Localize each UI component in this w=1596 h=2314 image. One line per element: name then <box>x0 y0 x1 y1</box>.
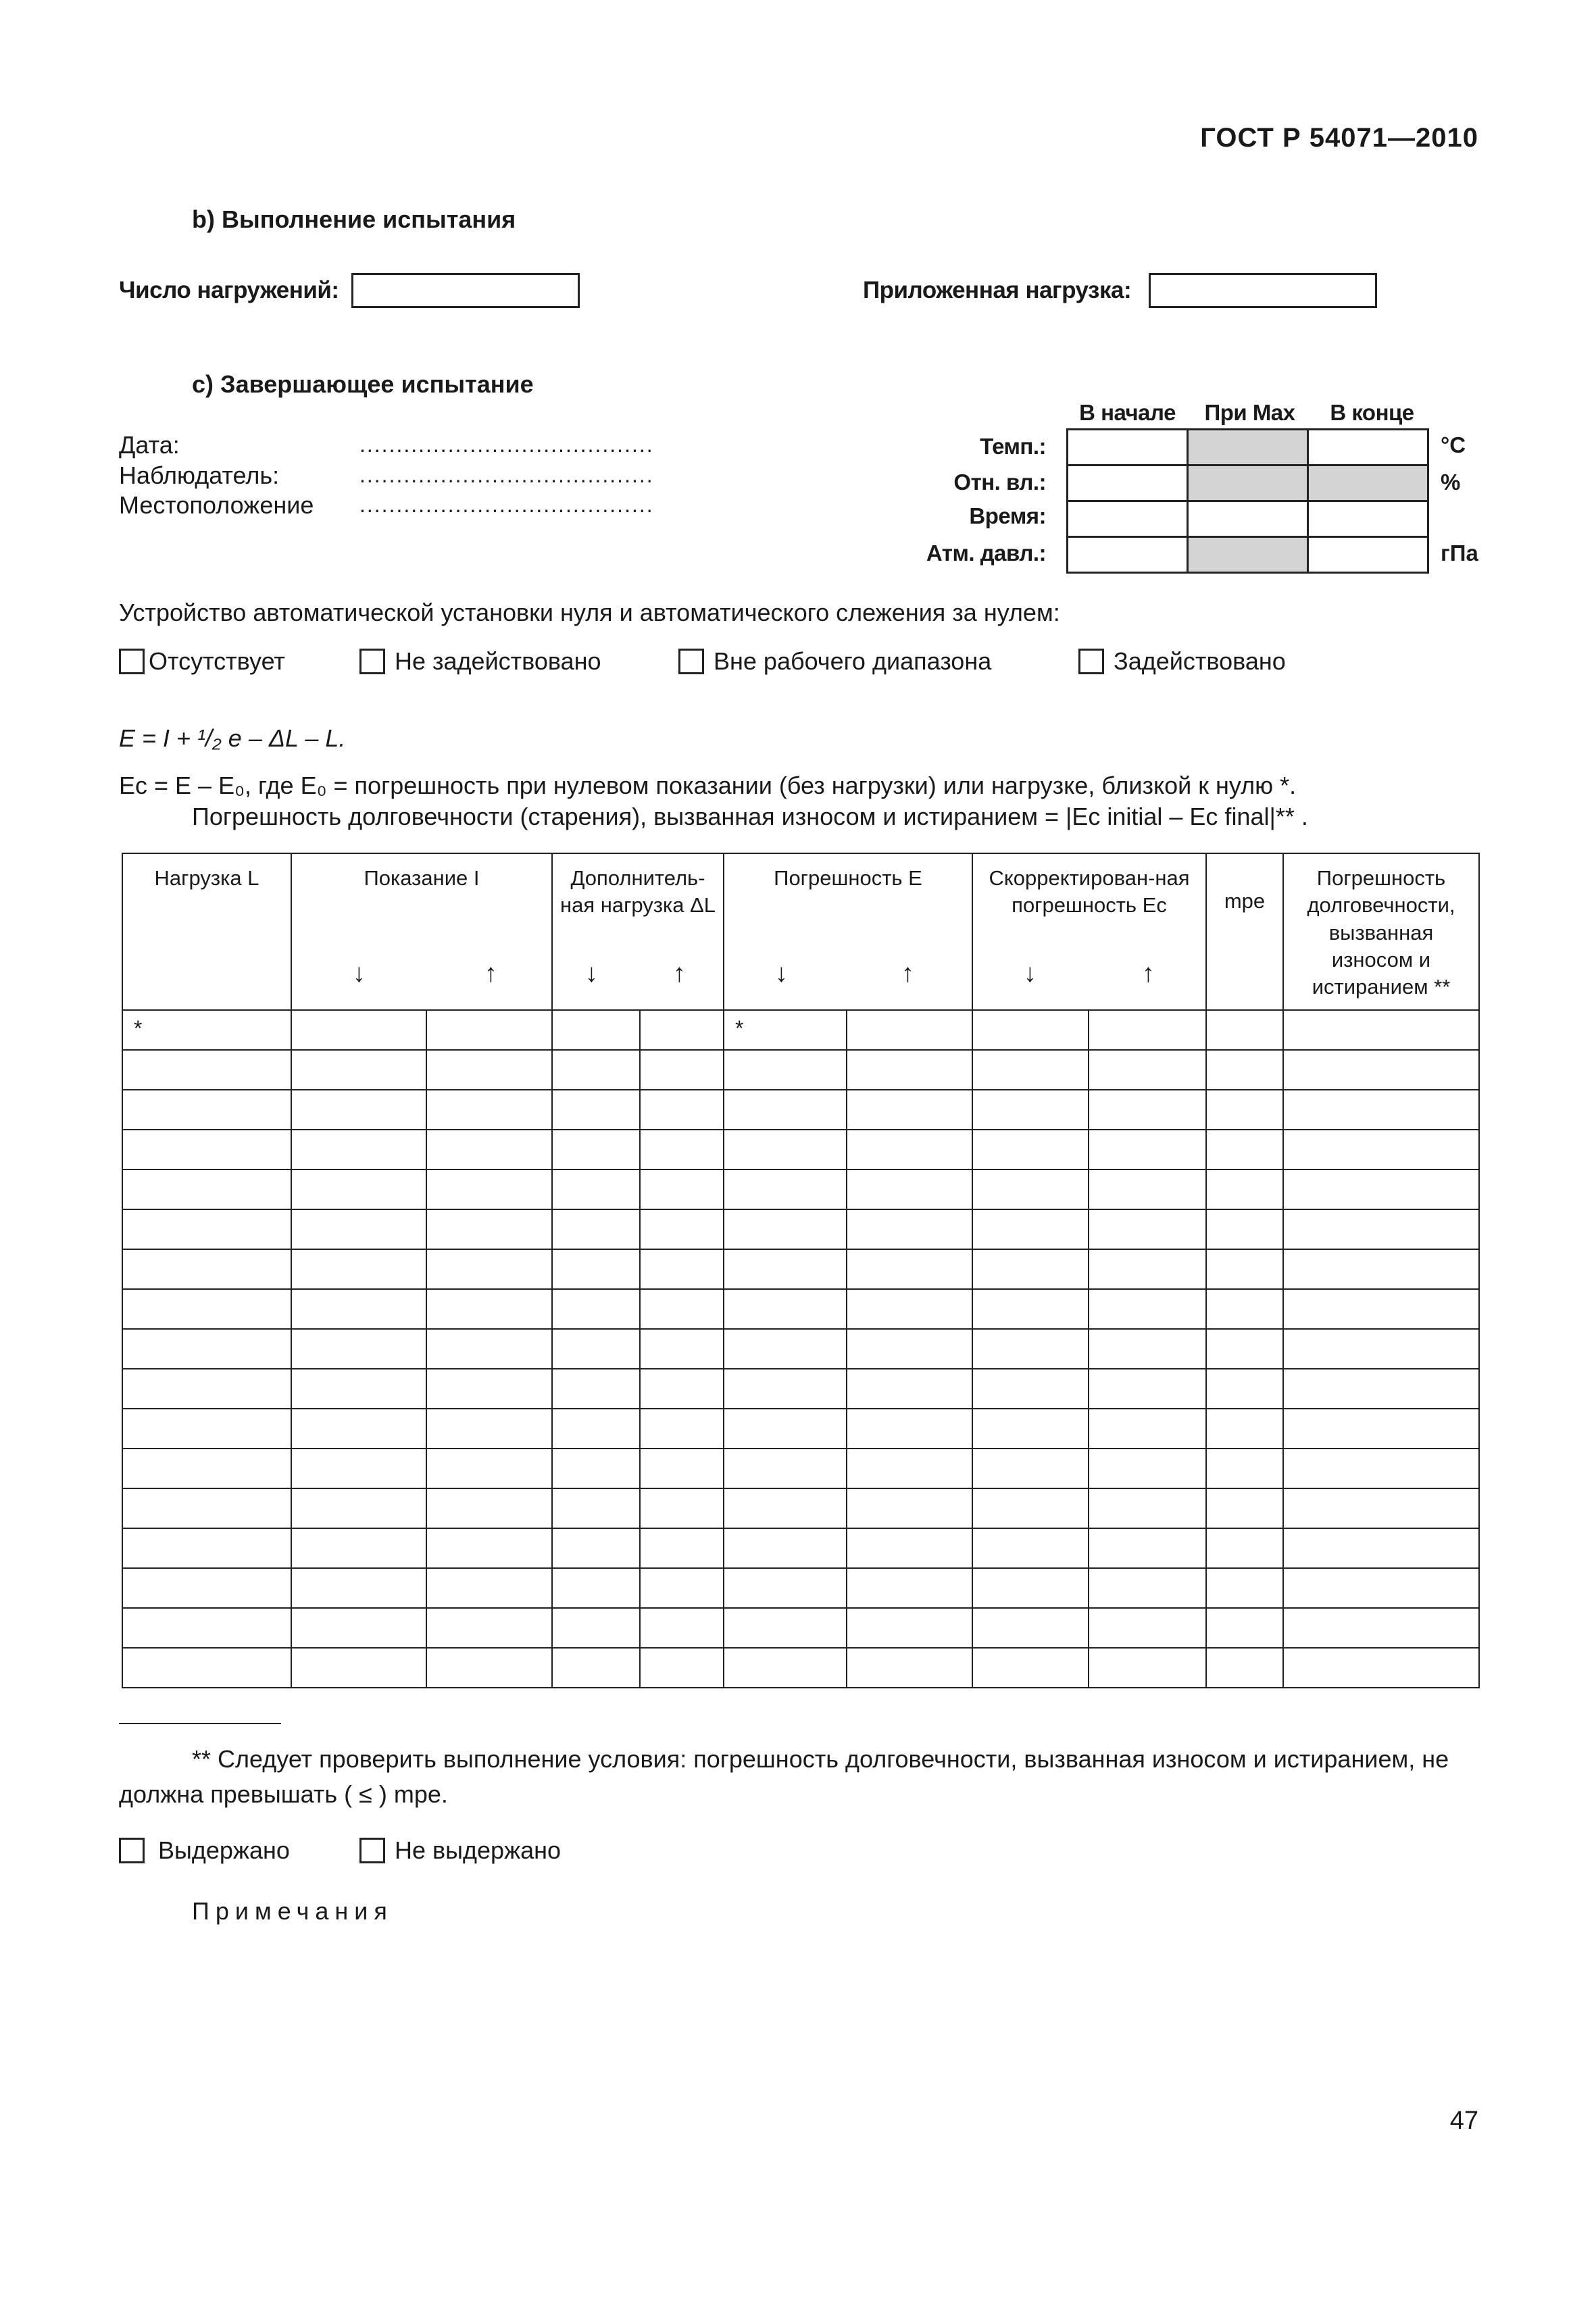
checkbox[interactable] <box>119 649 145 674</box>
table-row <box>122 1090 1479 1130</box>
table-cell[interactable] <box>1283 1249 1479 1289</box>
table-cell[interactable] <box>426 1648 552 1688</box>
table-row <box>122 1329 1479 1369</box>
table-cell[interactable] <box>1206 1169 1283 1209</box>
table-cell[interactable] <box>426 1289 552 1329</box>
table-row <box>122 1130 1479 1169</box>
table-cell[interactable] <box>1206 1209 1283 1249</box>
table-cell[interactable] <box>1206 1130 1283 1169</box>
table-cell[interactable] <box>724 1409 847 1449</box>
table-row <box>122 1050 1479 1090</box>
table-cell[interactable] <box>847 1289 972 1329</box>
table-cell[interactable] <box>724 1090 847 1130</box>
table-cell[interactable] <box>1089 1130 1206 1169</box>
table-cell[interactable] <box>972 1488 1089 1528</box>
table-cell[interactable] <box>552 1289 640 1329</box>
header-mpe <box>1206 853 1283 1010</box>
table-cell[interactable] <box>122 1488 291 1528</box>
table-cell[interactable] <box>552 1090 640 1130</box>
table-cell[interactable] <box>426 1568 552 1608</box>
table-cell[interactable] <box>972 1449 1089 1488</box>
env-unit-temp: °C <box>1441 432 1466 457</box>
table-row <box>122 1568 1479 1608</box>
table-cell[interactable] <box>122 1130 291 1169</box>
table-cell[interactable] <box>291 1169 426 1209</box>
checkbox[interactable] <box>359 649 385 674</box>
header-additional-load <box>552 853 724 1010</box>
arrow-down-icon: ↓ <box>775 959 788 988</box>
table-cell[interactable] <box>640 1130 724 1169</box>
header-durability-text: Погрешность долговечности, вызванная износом и истиранием ** <box>1307 866 1455 999</box>
table-cell[interactable] <box>640 1409 724 1449</box>
env-cell-shaded <box>1188 466 1308 501</box>
table-cell[interactable] <box>291 1209 426 1249</box>
table-cell[interactable] <box>640 1050 724 1090</box>
table-cell[interactable] <box>291 1010 426 1050</box>
table-cell[interactable] <box>1089 1568 1206 1608</box>
table-cell[interactable] <box>847 1608 972 1648</box>
table-cell[interactable] <box>847 1329 972 1369</box>
table-cell[interactable] <box>291 1648 426 1688</box>
env-cell[interactable] <box>1068 430 1188 466</box>
table-cell[interactable] <box>291 1289 426 1329</box>
table-cell[interactable] <box>1206 1010 1283 1050</box>
table-cell[interactable] <box>972 1090 1089 1130</box>
table-row <box>122 1608 1479 1648</box>
table-cell[interactable] <box>426 1209 552 1249</box>
table-cell[interactable] <box>1206 1289 1283 1329</box>
table-cell[interactable] <box>291 1528 426 1568</box>
table-cell[interactable] <box>1283 1488 1479 1528</box>
table-cell[interactable] <box>1089 1090 1206 1130</box>
arrow-down-icon: ↓ <box>585 959 598 988</box>
table-cell[interactable] <box>426 1050 552 1090</box>
table-cell[interactable] <box>1089 1329 1206 1369</box>
table-cell[interactable] <box>122 1409 291 1449</box>
table-cell[interactable] <box>426 1010 552 1050</box>
header-corrected-text: Скорректирован-ная погрешность Eс <box>989 866 1190 917</box>
section-c-title: c) Завершающее испытание <box>192 370 534 398</box>
formula-error: E = I + ¹/₂ e – ΔL – L. <box>119 724 346 752</box>
env-cell[interactable] <box>1068 537 1188 573</box>
table-cell[interactable] <box>1089 1050 1206 1090</box>
standard-designation: ГОСТ Р 54071—2010 <box>1200 123 1478 153</box>
env-cell[interactable] <box>1068 501 1188 537</box>
table-cell[interactable] <box>972 1568 1089 1608</box>
table-cell[interactable] <box>1206 1090 1283 1130</box>
arrow-up-icon: ↑ <box>484 959 497 988</box>
table-cell[interactable] <box>291 1488 426 1528</box>
header-error <box>724 853 972 1010</box>
location-label: Местоположение <box>119 491 314 519</box>
table-cell[interactable] <box>1283 1369 1479 1409</box>
checkbox[interactable] <box>1078 649 1104 674</box>
table-cell[interactable] <box>552 1130 640 1169</box>
env-unit-humidity: % <box>1441 470 1461 495</box>
table-cell[interactable] <box>122 1648 291 1688</box>
table-cell[interactable] <box>1206 1369 1283 1409</box>
table-cell[interactable] <box>1283 1568 1479 1608</box>
result-label: Не выдержано <box>395 1836 562 1864</box>
table-cell[interactable] <box>640 1090 724 1130</box>
table-cell[interactable] <box>426 1488 552 1528</box>
table-cell[interactable] <box>122 1209 291 1249</box>
option-label: Вне рабочего диапазона <box>714 647 992 675</box>
table-cell[interactable] <box>291 1449 426 1488</box>
table-cell[interactable] <box>291 1050 426 1090</box>
arrow-down-icon: ↓ <box>353 959 366 988</box>
table-cell[interactable] <box>1283 1608 1479 1648</box>
table-cell[interactable] <box>972 1289 1089 1329</box>
table-cell[interactable] <box>1089 1010 1206 1050</box>
table-cell[interactable] <box>1206 1608 1283 1648</box>
table-cell[interactable] <box>847 1090 972 1130</box>
header-additional-text: Дополнитель-ная нагрузка ΔL <box>559 866 716 917</box>
header-indication-text: Показание I <box>364 866 480 890</box>
table-row <box>122 1488 1479 1528</box>
table-cell[interactable] <box>640 1568 724 1608</box>
table-cell[interactable] <box>1283 1449 1479 1488</box>
results-table <box>122 853 1480 1688</box>
table-cell[interactable] <box>972 1249 1089 1289</box>
table-cell[interactable] <box>724 1488 847 1528</box>
table-cell[interactable] <box>552 1648 640 1688</box>
table-row <box>122 1249 1479 1289</box>
header-load-text: Нагрузка L <box>154 866 259 890</box>
table-cell[interactable] <box>122 1289 291 1329</box>
table-cell[interactable] <box>1089 1169 1206 1209</box>
table-cell[interactable] <box>1283 1130 1479 1169</box>
table-cell[interactable] <box>640 1449 724 1488</box>
env-cell[interactable] <box>1308 537 1428 573</box>
table-cell[interactable] <box>552 1249 640 1289</box>
table-cell[interactable] <box>972 1010 1089 1050</box>
option-label: Отсутствует <box>149 647 285 675</box>
table-cell[interactable] <box>972 1329 1089 1369</box>
table-cell[interactable] <box>122 1608 291 1648</box>
result-passed[interactable] <box>119 1836 290 1865</box>
table-cell[interactable] <box>724 1209 847 1249</box>
arrow-up-icon: ↑ <box>901 959 914 988</box>
table-row <box>122 1409 1479 1449</box>
table-cell[interactable] <box>847 1050 972 1090</box>
table-cell[interactable] <box>291 1329 426 1369</box>
table-cell[interactable] <box>552 1169 640 1209</box>
table-cell[interactable] <box>640 1528 724 1568</box>
table-cell[interactable] <box>552 1050 640 1090</box>
table-cell[interactable] <box>291 1090 426 1130</box>
env-col-start: В начале <box>1079 400 1176 425</box>
table-cell[interactable] <box>1089 1488 1206 1528</box>
table-cell[interactable] <box>724 1608 847 1648</box>
table-cell[interactable] <box>426 1449 552 1488</box>
table-cell[interactable] <box>122 1528 291 1568</box>
table-cell[interactable] <box>1089 1369 1206 1409</box>
table-cell[interactable] <box>640 1209 724 1249</box>
table-row <box>122 1289 1479 1329</box>
footnote: ** Следует проверить выполнение условия: погрешность долговечности, вызванная износом и истиранием, не должна превышать ( ≤ ) mpe. <box>119 1745 1449 1809</box>
table-cell[interactable] <box>1283 1050 1479 1090</box>
table-cell[interactable] <box>291 1568 426 1608</box>
table-cell[interactable] <box>1206 1329 1283 1369</box>
table-cell[interactable] <box>972 1209 1089 1249</box>
env-row-pressure: Атм. давл.: <box>926 540 1046 565</box>
env-cell-shaded <box>1188 430 1308 466</box>
table-cell[interactable] <box>291 1249 426 1289</box>
option-not-engaged[interactable] <box>359 647 601 676</box>
header-mpe-text: mpe <box>1224 889 1266 913</box>
table-cell[interactable] <box>122 1090 291 1130</box>
checkbox[interactable] <box>359 1838 385 1863</box>
table-cell[interactable] <box>724 1329 847 1369</box>
table-cell[interactable] <box>552 1209 640 1249</box>
header-durability-error <box>1283 853 1479 1010</box>
table-cell[interactable] <box>972 1169 1089 1209</box>
table-cell[interactable] <box>640 1608 724 1648</box>
table-cell[interactable] <box>847 1249 972 1289</box>
table-cell[interactable] <box>1089 1249 1206 1289</box>
table-cell[interactable] <box>122 1249 291 1289</box>
table-cell[interactable] <box>724 1648 847 1688</box>
table-cell[interactable] <box>724 1528 847 1568</box>
env-unit-pressure: гПа <box>1441 540 1478 565</box>
result-label: Выдержано <box>158 1836 290 1864</box>
env-cell-shaded <box>1308 466 1428 501</box>
observer-label: Наблюдатель: <box>119 461 280 489</box>
table-cell[interactable] <box>1206 1568 1283 1608</box>
table-cell[interactable] <box>552 1608 640 1648</box>
table-cell[interactable] <box>552 1449 640 1488</box>
table-cell[interactable] <box>847 1169 972 1209</box>
table-cell[interactable] <box>972 1608 1089 1648</box>
checkbox[interactable] <box>119 1838 145 1863</box>
table-cell[interactable] <box>426 1528 552 1568</box>
env-cell-shaded <box>1188 537 1308 573</box>
table-cell[interactable] <box>724 1449 847 1488</box>
option-label: Не задействовано <box>395 647 601 675</box>
table-cell[interactable] <box>972 1050 1089 1090</box>
table-row <box>122 1209 1479 1249</box>
table-cell[interactable] <box>426 1130 552 1169</box>
table-cell[interactable] <box>1283 1648 1479 1688</box>
env-row-temp: Темп.: <box>980 434 1046 459</box>
table-cell[interactable] <box>122 1568 291 1608</box>
table-cell[interactable] <box>847 1488 972 1528</box>
table-cell[interactable] <box>640 1329 724 1369</box>
table-cell[interactable] <box>1206 1249 1283 1289</box>
table-cell[interactable] <box>122 1369 291 1409</box>
option-out-of-range[interactable] <box>678 647 991 676</box>
table-cell[interactable] <box>1283 1409 1479 1449</box>
env-cell[interactable] <box>1308 430 1428 466</box>
table-cell[interactable] <box>847 1130 972 1169</box>
table-cell[interactable] <box>640 1010 724 1050</box>
table-cell[interactable] <box>1206 1648 1283 1688</box>
location-field[interactable]: ........................................ <box>359 493 654 517</box>
table-cell[interactable] <box>724 1050 847 1090</box>
load-count-input[interactable] <box>351 273 580 308</box>
date-label: Дата: <box>119 431 180 459</box>
table-cell[interactable] <box>724 1169 847 1209</box>
table-cell[interactable] <box>426 1090 552 1130</box>
header-corrected-error <box>972 853 1206 1010</box>
table-cell[interactable] <box>724 1369 847 1409</box>
table-cell[interactable] <box>426 1249 552 1289</box>
table-cell[interactable] <box>426 1409 552 1449</box>
load-count-label: Число нагружений: <box>119 277 339 303</box>
header-indication <box>291 853 552 1010</box>
table-cell[interactable] <box>291 1409 426 1449</box>
table-cell[interactable] <box>1283 1329 1479 1369</box>
observer-field[interactable]: ........................................ <box>359 463 654 487</box>
table-cell[interactable] <box>640 1648 724 1688</box>
table-cell[interactable] <box>552 1409 640 1449</box>
table-row <box>122 1369 1479 1409</box>
env-cell[interactable] <box>1068 466 1188 501</box>
table-cell[interactable] <box>847 1010 972 1050</box>
zero-device-question: Устройство автоматической установки нуля и автоматического слежения за нулем: <box>119 599 1060 626</box>
table-cell[interactable] <box>972 1409 1089 1449</box>
page-number: 47 <box>1449 2107 1478 2135</box>
table-cell[interactable] <box>847 1369 972 1409</box>
env-row-time: Время: <box>969 503 1046 528</box>
table-cell[interactable] <box>847 1449 972 1488</box>
table-cell[interactable] <box>1089 1528 1206 1568</box>
table-cell[interactable] <box>724 1289 847 1329</box>
table-cell[interactable] <box>724 1010 847 1050</box>
env-row-humidity: Отн. вл.: <box>953 470 1046 495</box>
env-col-max: При Max <box>1204 400 1295 425</box>
table-cell[interactable] <box>552 1329 640 1369</box>
formula-durability: Погрешность долговечности (старения), вызванная износом и истиранием = |Eс initial – Eс final|** . <box>192 803 1308 830</box>
table-cell[interactable] <box>1089 1289 1206 1329</box>
table-cell[interactable] <box>640 1169 724 1209</box>
table-cell[interactable] <box>291 1369 426 1409</box>
table-cell[interactable] <box>847 1209 972 1249</box>
table-cell[interactable] <box>426 1169 552 1209</box>
date-field[interactable]: ........................................ <box>359 432 654 457</box>
table-cell[interactable] <box>291 1130 426 1169</box>
table-cell[interactable] <box>426 1369 552 1409</box>
table-cell[interactable] <box>122 1050 291 1090</box>
table-cell[interactable] <box>640 1488 724 1528</box>
table-cell[interactable] <box>640 1369 724 1409</box>
env-cell[interactable] <box>1308 501 1428 537</box>
table-cell[interactable] <box>724 1249 847 1289</box>
table-cell[interactable] <box>640 1249 724 1289</box>
env-cell[interactable] <box>1188 501 1308 537</box>
checkbox[interactable] <box>678 649 704 674</box>
header-error-text: Погрешность E <box>774 866 922 890</box>
table-row <box>122 1169 1479 1209</box>
table-cell[interactable] <box>1283 1209 1479 1249</box>
asterisk-marker: * <box>735 1016 744 1040</box>
arrow-up-icon: ↑ <box>1142 959 1155 988</box>
applied-load-input[interactable] <box>1149 273 1377 308</box>
applied-load-label: Приложенная нагрузка: <box>863 277 1132 303</box>
table-cell[interactable] <box>1283 1169 1479 1209</box>
table-cell[interactable] <box>552 1488 640 1528</box>
table-cell[interactable] <box>972 1528 1089 1568</box>
table-cell[interactable] <box>291 1608 426 1648</box>
table-cell[interactable] <box>1206 1449 1283 1488</box>
table-cell[interactable] <box>552 1010 640 1050</box>
table-cell[interactable] <box>1206 1528 1283 1568</box>
table-cell[interactable] <box>847 1409 972 1449</box>
table-cell[interactable] <box>847 1648 972 1688</box>
table-row <box>122 1010 1479 1050</box>
environment-table <box>1066 428 1429 574</box>
option-engaged[interactable] <box>1078 647 1286 676</box>
table-cell[interactable] <box>724 1568 847 1608</box>
table-cell[interactable] <box>122 1449 291 1488</box>
table-cell[interactable] <box>1283 1090 1479 1130</box>
env-col-end: В конце <box>1330 400 1414 425</box>
table-cell[interactable] <box>552 1528 640 1568</box>
table-cell[interactable] <box>552 1369 640 1409</box>
asterisk-marker: * <box>134 1016 143 1040</box>
table-cell[interactable] <box>847 1528 972 1568</box>
table-cell[interactable] <box>972 1648 1089 1688</box>
table-cell[interactable] <box>724 1130 847 1169</box>
table-row <box>122 1449 1479 1488</box>
table-cell[interactable] <box>122 1329 291 1369</box>
result-failed[interactable] <box>359 1836 561 1865</box>
table-cell[interactable] <box>122 1169 291 1209</box>
table-cell[interactable] <box>1089 1409 1206 1449</box>
arrow-down-icon: ↓ <box>1024 959 1037 988</box>
formula-corrected-error: Eс = E – E₀, где E₀ = погрешность при нулевом показании (без нагрузки) или нагрузке, близкой к нулю *. <box>119 772 1297 799</box>
table-row <box>122 1528 1479 1568</box>
table-cell[interactable] <box>1089 1449 1206 1488</box>
table-cell[interactable] <box>426 1329 552 1369</box>
footnote-rule <box>119 1723 281 1724</box>
header-load <box>122 853 291 1010</box>
table-cell[interactable] <box>847 1568 972 1608</box>
table-cell[interactable] <box>552 1568 640 1608</box>
table-cell[interactable] <box>1283 1528 1479 1568</box>
table-row <box>122 1648 1479 1688</box>
table-cell[interactable] <box>640 1289 724 1329</box>
notes-heading: Примечания <box>192 1897 393 1925</box>
table-cell[interactable] <box>426 1608 552 1648</box>
arrow-up-icon: ↑ <box>673 959 686 988</box>
table-cell[interactable] <box>1283 1289 1479 1329</box>
table-cell[interactable] <box>1206 1488 1283 1528</box>
option-absent[interactable] <box>119 647 285 676</box>
table-cell[interactable] <box>1089 1608 1206 1648</box>
table-cell[interactable] <box>1089 1209 1206 1249</box>
table-cell[interactable] <box>122 1010 291 1050</box>
option-label: Задействовано <box>1114 647 1286 675</box>
table-cell[interactable] <box>972 1130 1089 1169</box>
table-cell[interactable] <box>1283 1010 1479 1050</box>
table-cell[interactable] <box>1206 1050 1283 1090</box>
table-cell[interactable] <box>1089 1648 1206 1688</box>
table-cell[interactable] <box>1206 1409 1283 1449</box>
table-cell[interactable] <box>972 1369 1089 1409</box>
section-b-title: b) Выполнение испытания <box>192 205 516 233</box>
